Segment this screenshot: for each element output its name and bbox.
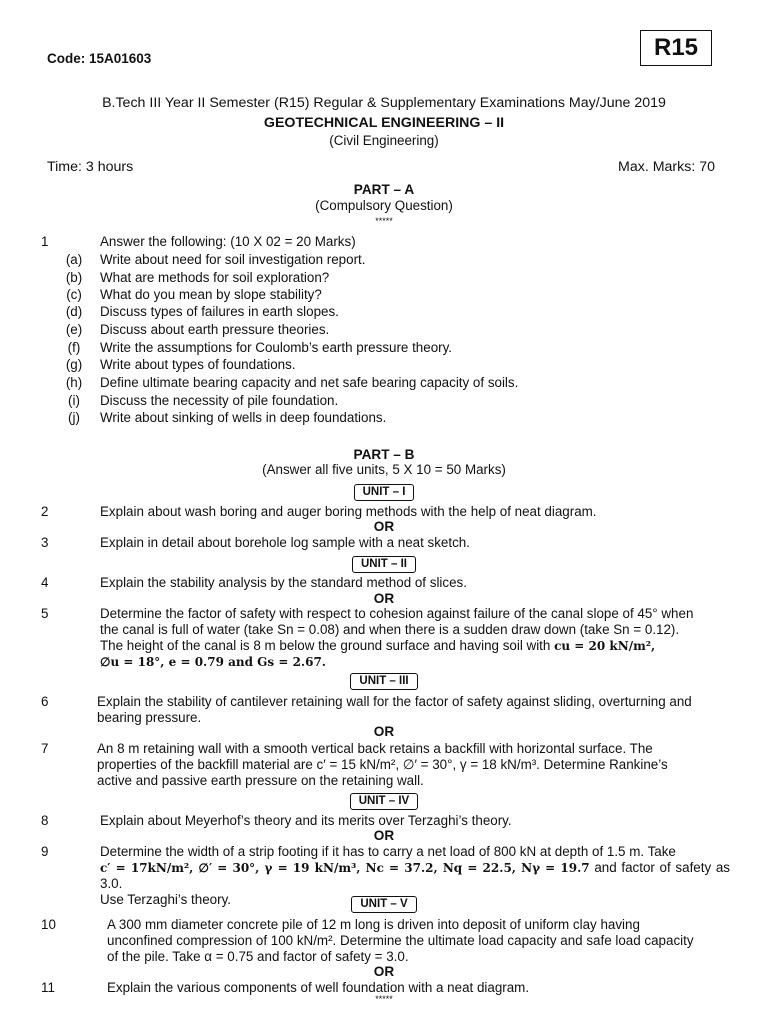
question-text — [97, 694, 730, 726]
sub-question — [0, 287, 768, 305]
sub-question-label: (j) — [68, 410, 80, 425]
sub-question-text: What are methods for soil exploration? — [100, 270, 330, 285]
question-line: Use Terzaghi’s theory. — [100, 892, 231, 907]
part-b-subtitle: (Answer all five units, 5 X 10 = 50 Marks) — [262, 462, 506, 477]
sub-question-label: (a) — [65, 252, 83, 267]
sub-question-label: (b) — [65, 270, 83, 285]
math-expression: ∅u = 18°, e = 0.79 and Gs = 2.67. — [100, 655, 326, 669]
question-text — [107, 917, 730, 965]
question-line: Explain the stability of cantilever retaining wall for the factor of safety against sliding, overturning and — [97, 694, 692, 709]
unit-heading — [0, 483, 768, 501]
question-number: 3 — [41, 535, 49, 550]
question-line-text: and factor of safety as 3.0. — [100, 860, 730, 891]
question-text: Explain the various components of well foundation with a neat diagram. — [107, 980, 530, 995]
question-text: Explain about wash boring and auger boring methods with the help of neat diagram. — [100, 504, 597, 519]
question-number: 5 — [41, 606, 49, 621]
sub-question-label: (g) — [65, 357, 83, 372]
or-separator: OR — [373, 828, 395, 843]
sub-question-text: Define ultimate bearing capacity and net safe bearing capacity of soils. — [100, 375, 519, 390]
sub-question — [0, 375, 768, 393]
question-line: An 8 m retaining wall with a smooth vertical back retains a backfill with horizontal surface. The — [97, 741, 653, 756]
sub-question — [0, 357, 768, 375]
question-text: Explain in detail about borehole log sample with a neat sketch. — [100, 535, 470, 550]
question-line — [100, 638, 730, 654]
unit-heading — [0, 895, 768, 913]
sub-question-text: Discuss about earth pressure theories. — [100, 322, 330, 337]
unit-label: UNIT – II — [352, 556, 416, 573]
question-text: Explain about Meyerhof’s theory and its merits over Terzaghi’s theory. — [100, 813, 512, 828]
sub-question-text: Discuss types of failures in earth slopes. — [100, 304, 339, 319]
question-line: unconfined compression of 100 kN/m². Determine the ultimate load capacity and safe load capacity — [107, 933, 694, 948]
sub-question — [0, 393, 768, 411]
sub-question-label: (f) — [67, 340, 81, 355]
sub-question — [0, 304, 768, 322]
question-line — [100, 860, 730, 892]
question-line: properties of the backfill material are c′ = 15 kN/m², ∅′ = 30°, γ = 18 kN/m³. Determine Rankine’s — [97, 757, 668, 772]
or-separator: OR — [373, 591, 395, 606]
sub-question-text: Write the assumptions for Coulomb’s earth pressure theory. — [100, 340, 453, 355]
question-line: of the pile. Take α = 0.75 and factor of safety = 3.0. — [107, 949, 409, 964]
question-number: 10 — [41, 917, 56, 932]
time-allowed: Time: 3 hours — [47, 159, 134, 175]
max-marks: Max. Marks: 70 — [618, 159, 715, 175]
math-expression: cu = 20 kN/m², — [554, 639, 656, 653]
math-expression: c′ = 17kN/m², ∅′ = 30°, γ = 19 kN/m³, Nc = 37.2, Nq = 22.5, Nγ = 19.7 — [100, 861, 590, 875]
subject-title: GEOTECHNICAL ENGINEERING – II — [263, 115, 505, 131]
question-text: Explain the stability analysis by the standard method of slices. — [100, 575, 467, 590]
sub-question-text: Write about sinking of wells in deep foundations. — [100, 410, 387, 425]
question-number: 4 — [41, 575, 49, 590]
question-line: active and passive earth pressure on the retaining wall. — [97, 773, 424, 788]
question-text — [100, 606, 730, 670]
sub-question-label: (e) — [65, 322, 83, 337]
sub-question — [0, 340, 768, 358]
unit-heading — [0, 792, 768, 810]
sub-question — [0, 270, 768, 288]
part-a-title: PART – A — [353, 182, 415, 197]
question-number: 6 — [41, 694, 49, 709]
unit-heading — [0, 672, 768, 690]
part-a-subtitle: (Compulsory Question) — [315, 198, 453, 213]
sub-question — [0, 252, 768, 270]
sub-question-label: (h) — [65, 375, 83, 390]
unit-label: UNIT – I — [354, 484, 415, 501]
unit-label: UNIT – IV — [350, 793, 418, 810]
question-line: Determine the factor of safety with respect to cohesion against failure of the canal slope of 45° when — [100, 606, 694, 621]
exam-title: B.Tech III Year II Semester (R15) Regular & Supplementary Examinations May/June 2019 — [102, 95, 666, 111]
department: (Civil Engineering) — [329, 133, 439, 148]
question-number: 2 — [41, 504, 49, 519]
sub-question-text: Discuss the necessity of pile foundation. — [100, 393, 339, 408]
question-instruction: Answer the following: (10 X 02 = 20 Marks) — [100, 234, 356, 249]
unit-label: UNIT – III — [350, 673, 417, 690]
question-line: A 300 mm diameter concrete pile of 12 m long is driven into deposit of uniform clay having — [107, 917, 640, 932]
sub-question-label: (c) — [66, 287, 82, 302]
question-number: 7 — [41, 741, 49, 756]
part-b-title: PART – B — [353, 447, 415, 462]
question-number: 9 — [41, 844, 49, 859]
regulation-box: R15 — [640, 30, 712, 66]
paper-code: Code: 15A01603 — [47, 51, 152, 66]
question-number: 1 — [41, 234, 49, 249]
sub-question-text: Write about types of foundations. — [100, 357, 296, 372]
or-separator: OR — [373, 519, 395, 534]
question-number: 11 — [41, 980, 55, 995]
question-line-text: The height of the canal is 8 m below the ground surface and having soil with — [100, 638, 551, 653]
sub-question-label: (i) — [68, 393, 80, 408]
unit-heading — [0, 555, 768, 573]
sub-question — [0, 410, 768, 428]
unit-label: UNIT – V — [351, 896, 416, 913]
question-line: the canal is full of water (take Sn = 0.08) and when there is a sudden draw down (take Sn = 0.12). — [100, 622, 680, 637]
or-separator: OR — [373, 724, 395, 739]
question-line: bearing pressure. — [97, 710, 202, 725]
or-separator: OR — [373, 964, 395, 979]
sub-question-label: (d) — [65, 304, 83, 319]
end-stars: ***** — [375, 994, 393, 1004]
sub-question-text: Write about need for soil investigation report. — [100, 252, 366, 267]
question-line: Determine the width of a strip footing if it has to carry a net load of 800 kN at depth of 1.5 m. Take — [100, 844, 676, 859]
separator-stars: ***** — [375, 216, 393, 226]
sub-question — [0, 322, 768, 340]
question-text — [97, 741, 730, 789]
sub-question-text: What do you mean by slope stability? — [100, 287, 322, 302]
question-number: 8 — [41, 813, 49, 828]
